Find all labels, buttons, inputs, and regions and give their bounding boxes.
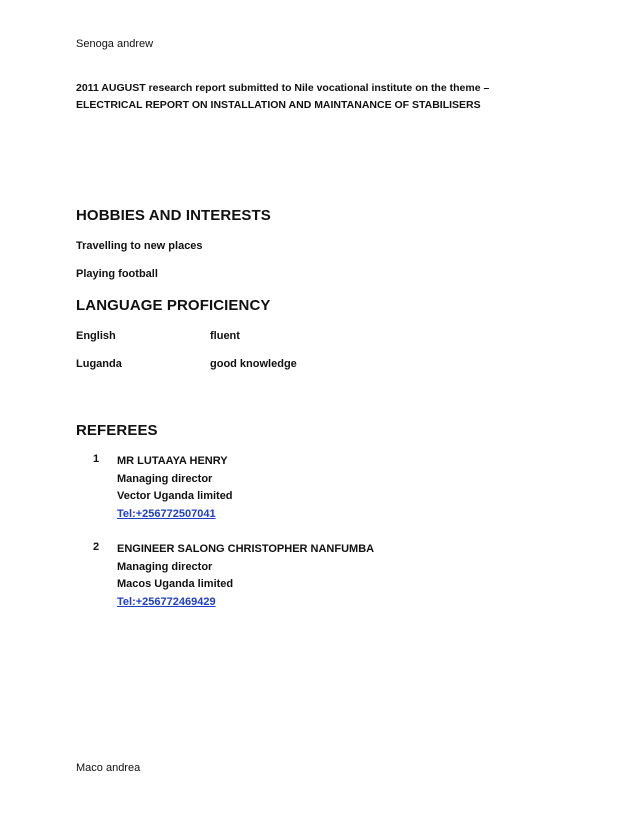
referee-role: Managing director — [117, 560, 213, 573]
language-heading: LANGUAGE PROFICIENCY — [76, 297, 271, 314]
referee-entry — [117, 453, 233, 523]
hobbies-heading: HOBBIES AND INTERESTS — [76, 207, 271, 224]
referee-role: Managing director — [117, 472, 213, 485]
report-line-2: ELECTRICAL REPORT ON INSTALLATION AND MAINTANANCE OF STABILISERS — [76, 99, 481, 111]
referee-phone-link[interactable]: Tel:+256772507041 — [117, 507, 216, 520]
page-footer-author: Maco andrea — [76, 762, 141, 774]
referee-company: Vector Uganda limited — [117, 490, 233, 502]
language-name: English — [76, 330, 116, 342]
language-name: Luganda — [76, 358, 122, 370]
language-level: good knowledge — [210, 358, 297, 370]
report-description — [76, 80, 556, 114]
referee-entry — [117, 541, 374, 611]
referee-name: MR LUTAAYA HENRY — [117, 455, 228, 467]
referee-phone-link[interactable]: Tel:+256772469429 — [117, 595, 216, 608]
hobby-item: Playing football — [76, 268, 158, 280]
report-line-1: 2011 AUGUST research report submitted to Nile vocational institute on the theme – — [76, 82, 490, 94]
referee-number: 1 — [93, 453, 100, 465]
referee-name: ENGINEER SALONG CHRISTOPHER NANFUMBA — [117, 543, 375, 555]
page-header-author: Senoga andrew — [76, 38, 154, 50]
referee-company: Macos Uganda limited — [117, 578, 234, 590]
referees-heading: REFEREES — [76, 422, 158, 439]
referee-number: 2 — [93, 541, 100, 553]
language-level: fluent — [210, 330, 240, 342]
hobby-item: Travelling to new places — [76, 240, 203, 252]
